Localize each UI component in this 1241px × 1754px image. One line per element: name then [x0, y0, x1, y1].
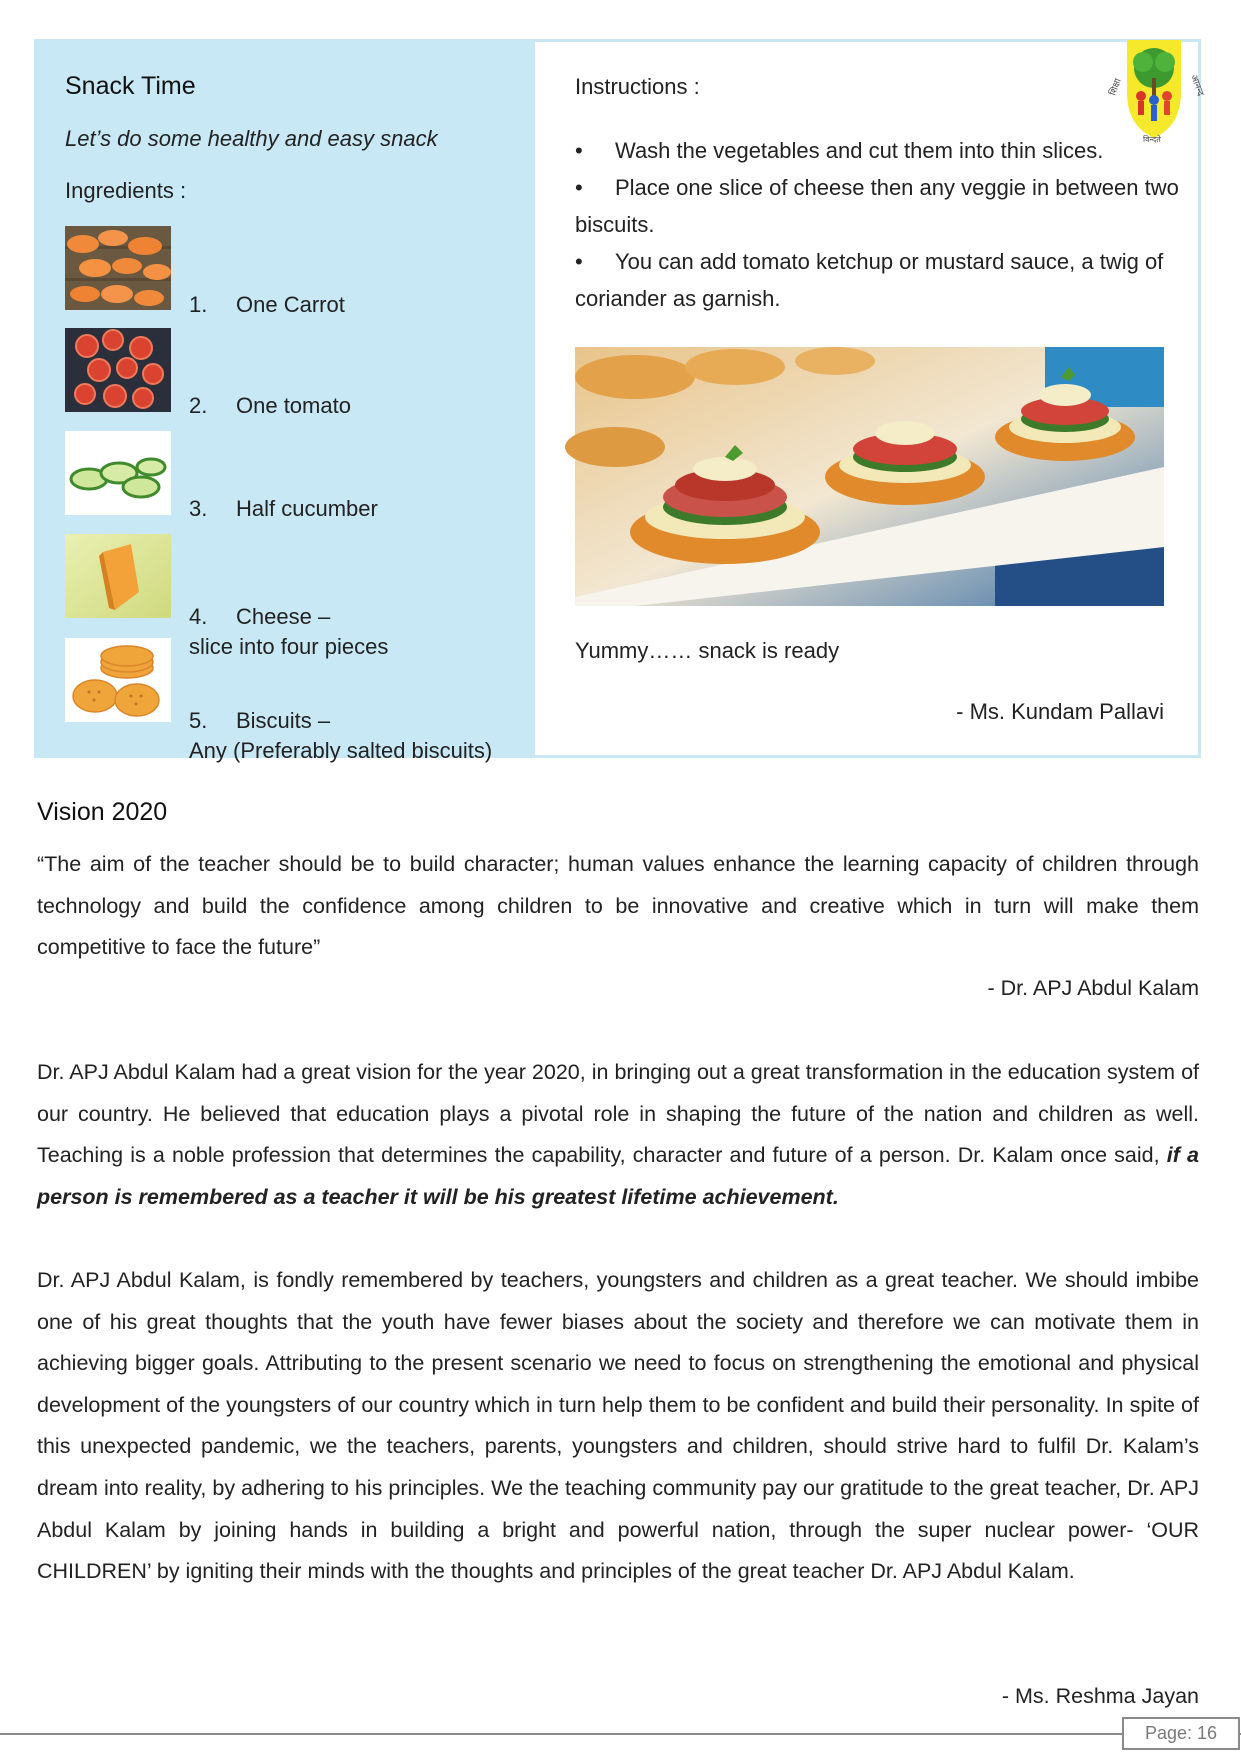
page-number: Page: 16 — [1122, 1717, 1240, 1750]
ingredient-number: 2. — [189, 393, 208, 418]
footer-divider — [0, 1733, 1241, 1735]
ingredient-note: slice into four pieces — [189, 634, 389, 659]
snack-title: Snack Time — [65, 72, 196, 100]
logo-text-left: शिक्षा — [1108, 77, 1124, 98]
ingredient-number: 4. — [189, 604, 208, 629]
kalam-emphasis: if a person is remembered as a teacher it will be his greatest lifetime achievement. — [37, 1143, 1199, 1209]
snack-author: - Ms. Kundam Pallavi — [956, 699, 1164, 724]
ingredients-heading: Ingredients : — [65, 178, 187, 203]
ingredient-number: 3. — [189, 496, 208, 521]
vision-author: - Ms. Reshma Jayan — [1001, 1684, 1199, 1708]
ingredient-item-3 — [189, 494, 378, 524]
instruction-item: • Wash the vegetables and cut them into thin slices. — [575, 132, 1203, 169]
bullet-icon: • — [575, 175, 583, 200]
ingredient-item-4 — [189, 602, 388, 662]
ingredient-label: Biscuits – — [236, 708, 331, 733]
vision-paragraph-2: Dr. APJ Abdul Kalam, is fondly remembered by teachers, youngsters and children as a great teacher. We should imbibe one of his great thoughts that the youth have fewer biases about the society and therefore we can motivate them in achieving bigger goals. Attributing to the present scenario we need to focus on strengthening the emotional and physical development of the youngsters of our country which in turn help them to be confident and build their personality. In spite of this unexpected pandemic, we the teachers, parents, youngsters and children, should strive hard to fulfil Dr. Kalam’s dream into reality, by adhering to his principles. We the teaching community pay our gratitude to the great teacher, Dr. APJ Abdul Kalam by joining hands in building a bright and powerful nation, through the super nuclear power- ‘OUR CHILDREN’ by igniting their minds with the thoughts and principles of the great teacher Dr. APJ Abdul Kalam. — [37, 1268, 1199, 1584]
snack-recipe-box — [34, 39, 1201, 763]
vision-paragraph-1: Dr. APJ Abdul Kalam had a great vision for the year 2020, in bringing out a great transformation in the education system of our country. He believed that education plays a pivotal role in shaping the future of the nation and children as well. Teaching is a noble profession that determines the capability, character and future of a person. Dr. Kalam once said, if a person is remembered as a teacher it will be his greatest lifetime achievement. — [37, 1060, 1199, 1209]
vision-title: Vision 2020 — [37, 798, 168, 826]
ingredient-item-5 — [189, 706, 492, 766]
carrot-slices-image — [65, 226, 171, 310]
ingredient-number: 1. — [189, 292, 208, 317]
ingredient-item-2 — [189, 391, 351, 421]
instructions-list — [575, 132, 1203, 317]
school-logo — [1107, 40, 1206, 144]
cucumber-slices-image — [65, 431, 171, 515]
logo-text-bottom: विन्दते — [1143, 135, 1161, 144]
quote-author: - Dr. APJ Abdul Kalam — [987, 976, 1199, 1000]
ingredient-label: Half cucumber — [236, 496, 378, 521]
cheese-slice-image — [65, 534, 171, 618]
tomato-slices-image — [65, 328, 171, 412]
snack-subtitle: Let’s do some healthy and easy snack — [65, 126, 438, 151]
logo-text-right: आनन्द — [1188, 73, 1206, 98]
bullet-icon: • — [575, 249, 583, 274]
ingredient-label: Cheese – — [236, 604, 331, 629]
kalam-quote: “The aim of the teacher should be to build character; human values enhance the learning capacity of children through technology and build the confidence among children to be innovative and creative which in turn will make them competitive to face the future” — [37, 852, 1199, 960]
snack-closing-text: Yummy…… snack is ready — [575, 638, 840, 663]
ingredient-label: One Carrot — [236, 292, 345, 317]
ingredient-label: One tomato — [236, 393, 351, 418]
ingredient-note: Any (Preferably salted biscuits) — [189, 738, 493, 763]
instruction-item: • You can add tomato ketchup or mustard sauce, a twig of coriander as garnish. — [575, 243, 1203, 317]
instructions-heading: Instructions : — [575, 74, 700, 99]
ingredient-item-1 — [189, 290, 345, 320]
ingredients-panel — [37, 42, 535, 763]
bullet-icon: • — [575, 138, 583, 163]
ingredient-number: 5. — [189, 708, 208, 733]
instruction-item: • Place one slice of cheese then any veggie in between two biscuits. — [575, 169, 1203, 243]
snack-photo — [575, 347, 1164, 606]
biscuits-image — [65, 638, 171, 722]
